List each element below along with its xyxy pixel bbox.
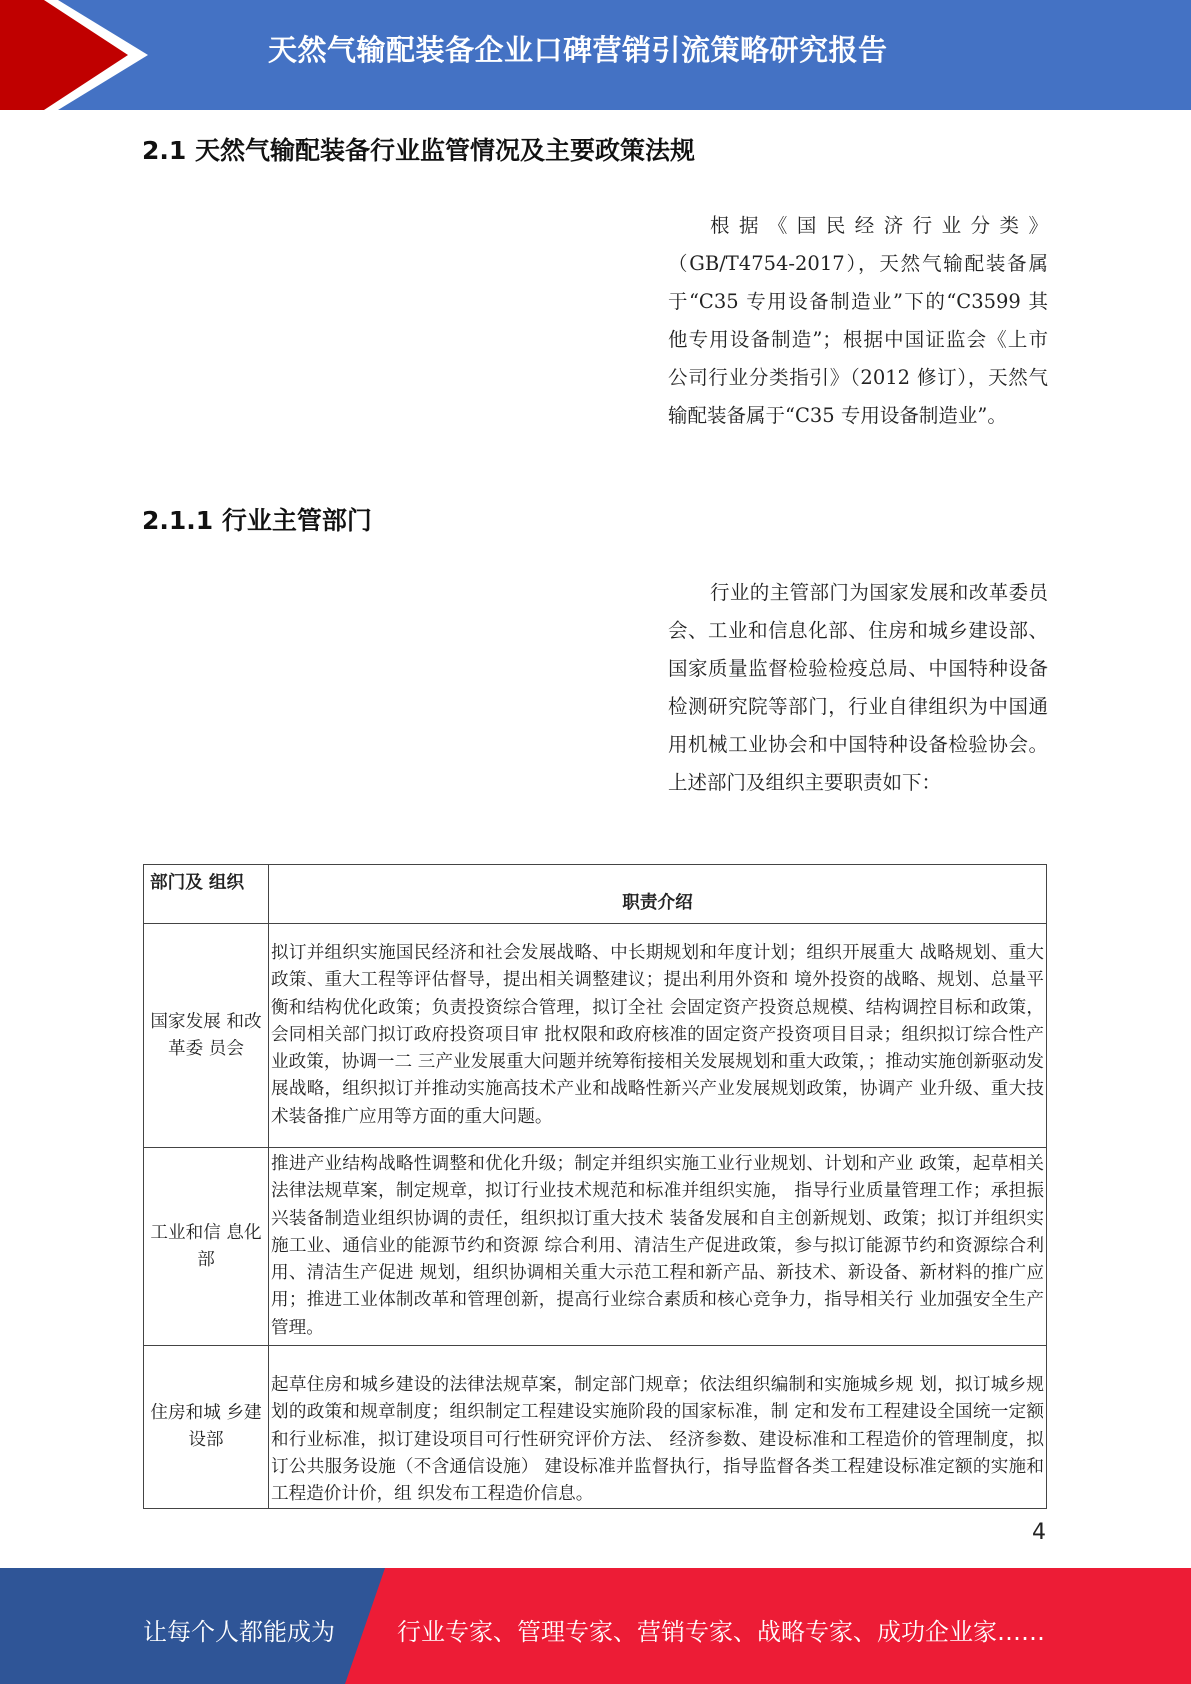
table-header-row xyxy=(144,865,1047,924)
duty-cell: 推进产业结构战略性调整和优化升级；制定并组织实施工业行业规划、计划和产业 政策，起草相关法律法规草案，制定规章，拟订行业技术规范和标准并组织实施， 指导行业质量管理工作；承担振兴装备制造业组织协调的责任，组织拟订重大技术 装备发展和自主创新规划、政策；拟订并组织实施工业、通信业的能源节约和资源 综合利用、清洁生产促进政策，参与拟订能源节约和资源综合利用、清洁生产促进 规划，组织协调相关重大示范工程和新产品、新技术、新设备、新材料的推广应 用；推进工业体制改革和管理创新，提高行业综合素质和核心竞争力，指导相关行 业加强安全生产管理。 xyxy=(269,1148,1047,1346)
arrow-red-chevron xyxy=(0,0,128,110)
section-paragraph: 根据《国民经济行业分类》（GB/T4754-2017），天然气输配装备属于“C35 专用设备制造业”下的“C3599 其他专用设备制造”；根据中国证监会《上市公司行业分类指引》（2012 修订），天然气输配装备属于“C35 专用设备制造业”。 xyxy=(668,214,1048,427)
subsection-paragraph: 行业的主管部门为国家发展和改革委员会、工业和信息化部、住房和城乡建设部、国家质量监督检验检疫总局、中国特种设备检测研究院等部门，行业自律组织为中国通用机械工业协会和中国特种设备检验协会。上述部门及组织主要职责如下： xyxy=(668,581,1048,794)
column-header-org: 部门及 组织 xyxy=(144,865,269,924)
table-row xyxy=(144,1346,1047,1509)
org-cell: 工业和信 息化部 xyxy=(144,1148,269,1346)
duty-cell: 拟订并组织实施国民经济和社会发展战略、中长期规划和年度计划；组织开展重大 战略规划、重大政策、重大工程等评估督导，提出相关调整建议；提出利用外资和 境外投资的战略、规划、总量平衡和结构优化政策；负责投资综合管理，拟订全社 会固定资产投资总规模、结构调控目标和政策，会同相关部门拟订政府投资项目审 批权限和政府核准的固定资产投资项目目录；组织拟订综合性产业政策，协调一二 三产业发展重大问题并统筹衔接相关发展规划和重大政策，；推动实施创新驱动发展战略，组织拟订并推动实施高技术产业和战略性新兴产业发展规划政策，协调产 业升级、重大技术装备推广应用等方面的重大问题。 xyxy=(269,924,1047,1148)
table-row xyxy=(144,1148,1047,1346)
column-header-duty: 职责介绍 xyxy=(269,865,1047,924)
footer-banner xyxy=(0,1568,1191,1684)
section-heading: 2.1 天然气输配装备行业监管情况及主要政策法规 xyxy=(142,136,695,165)
page-number: 4 xyxy=(1032,1520,1046,1545)
report-title: 天然气输配装备企业口碑营销引流策略研究报告 xyxy=(268,33,888,67)
org-cell: 住房和城 乡建设部 xyxy=(144,1346,269,1509)
department-duties-table xyxy=(143,864,1047,1509)
subsection-heading: 2.1.1 行业主管部门 xyxy=(142,506,372,535)
org-cell: 国家发展 和改革委 员会 xyxy=(144,924,269,1148)
footer-slogan-right: 行业专家、管理专家、营销专家、战略专家、成功企业家…… xyxy=(397,1618,1045,1646)
report-header-banner xyxy=(0,0,1191,110)
table-row xyxy=(144,924,1047,1148)
duty-cell: 起草住房和城乡建设的法律法规草案，制定部门规章；依法组织编制和实施城乡规 划，拟订城乡规划的政策和规章制度；组织制定工程建设实施阶段的国家标准，制 定和发布工程建设全国统一定额和行业标准，拟订建设项目可行性研究评价方法、 经济参数、建设标准和工程造价的管理制度，拟订公共服务设施（不含通信设施） 建设标准并监督执行，指导监督各类工程建设标准定额的实施和工程造价计价，组 织发布工程造价信息。 xyxy=(269,1346,1047,1509)
footer-slogan-left: 让每个人都能成为 xyxy=(143,1618,335,1646)
